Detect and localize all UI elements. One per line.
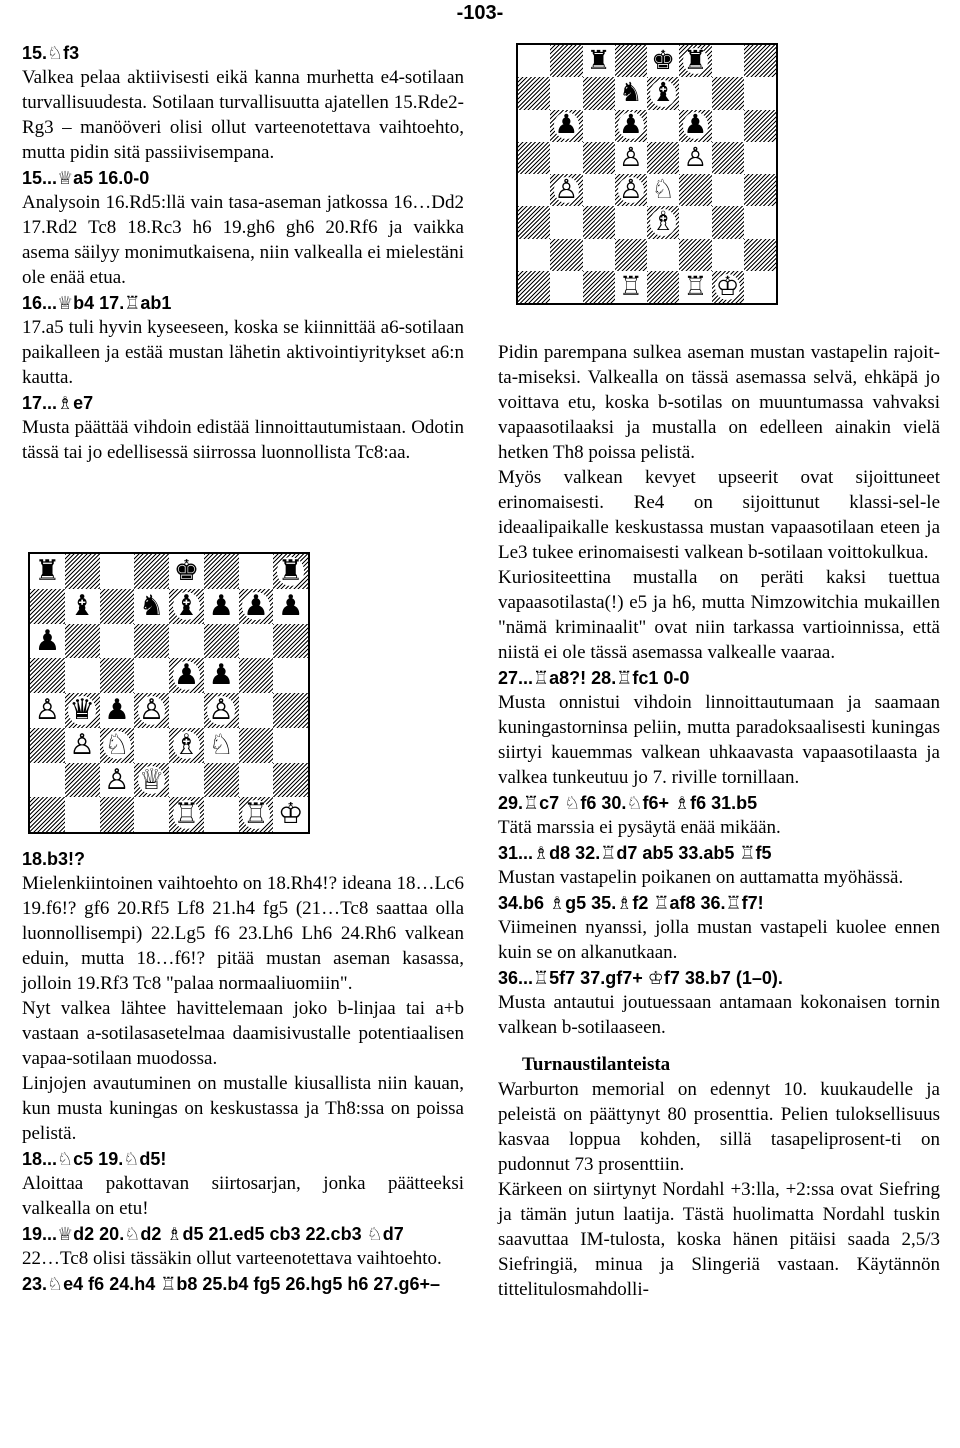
board-square [273, 763, 308, 798]
black-queen-icon: ♛ [69, 693, 95, 727]
board-square [204, 624, 239, 659]
board-square [65, 658, 100, 693]
paragraph: Tätä marssia ei pysäytä enää mikään. [498, 817, 781, 838]
move-line: 17...♗e7 [22, 393, 94, 413]
board-square [169, 554, 204, 589]
black-king-icon: ♚ [173, 554, 200, 588]
board-square [239, 589, 274, 624]
white-pawn-icon: ♙ [208, 693, 234, 727]
left-column-upper [22, 40, 464, 465]
board-square [204, 658, 239, 693]
board-square [647, 206, 679, 238]
board-square [30, 763, 65, 798]
black-pawn-icon: ♟ [277, 588, 304, 622]
white-pawn-icon: ♙ [104, 762, 130, 796]
board-square [615, 77, 647, 109]
board-square [583, 110, 615, 142]
black-knight-icon: ♞ [138, 588, 165, 622]
board-square [583, 206, 615, 238]
move-line: 29.♖c7 ♘f6 30.♘f6+ ♗f6 31.b5 [498, 793, 758, 813]
section-heading: Turnaustilanteista [522, 1054, 671, 1075]
paragraph: Aloittaa pakottavan siirtosarjan, jonka päätteeksi valkealla on etu! [22, 1173, 464, 1219]
board-square [744, 206, 776, 238]
black-bishop-icon: ♝ [173, 588, 200, 622]
board-square [583, 174, 615, 206]
chess-diagram-top [516, 43, 778, 305]
black-rook-icon: ♜ [277, 554, 304, 588]
board-square [65, 589, 100, 624]
board-square [169, 589, 204, 624]
move-line: 31...♗d8 32.♖d7 ab5 33.ab5 ♖f5 [498, 843, 772, 863]
board-square [65, 693, 100, 728]
board-square [204, 797, 239, 832]
white-pawn-icon: ♙ [69, 727, 95, 761]
board-square [583, 45, 615, 77]
paragraph: Musta onnistui vihdoin linnoittautumaan ja saamaan kuningastorninsa peliin, mutta paradoksaalisesti kuningas siirtyi kauemmas valkean uhkaavasta vapaasotilaasta ja valkea tunkeutuu jo 7. riville tornillaan. [498, 692, 940, 788]
paragraph: Mielenkiintoinen vaihtoehto on 18.Rh4!? ideana 18…Lc6 19.f6!? gf6 20.Rf5 Lf8 21.h4 fg5 (21…Tc8 saattaa olla luonnollisempi) 22.Lg5 f6 23.Lh6 Lh6 24.Rh6 valkean eduin, mutta 18…f6!? pitää mustan aseman kasassa, jolloin 19.Rf3 Tc8 "palaa normaaliuomiin". [22, 873, 464, 994]
chess-diagram-left [28, 552, 310, 834]
move-line: 34.b6 ♗g5 35.♗f2 ♖af8 36.♖f7! [498, 893, 764, 913]
black-pawn-icon: ♟ [34, 623, 61, 657]
board-square [712, 142, 744, 174]
board-square [239, 797, 274, 832]
board-square [169, 763, 204, 798]
move-line: 27...♖a8?! 28.♖fc1 0-0 [498, 668, 690, 688]
board-square [30, 728, 65, 763]
paragraph: Mustan vastapelin poikanen on auttamatta myöhässä. [498, 867, 904, 888]
board-square [239, 658, 274, 693]
white-pawn-icon: ♙ [619, 174, 643, 205]
board-square [679, 271, 711, 303]
board-square [712, 206, 744, 238]
white-bishop-icon: ♗ [173, 727, 200, 761]
board-square [518, 174, 550, 206]
board-square [679, 142, 711, 174]
board-square [273, 797, 308, 832]
board-square [744, 174, 776, 206]
board-square [65, 763, 100, 798]
board-square [550, 271, 582, 303]
white-rook-icon: ♖ [173, 797, 200, 831]
paragraph: Kuriositeettina mustalla on peräti kaksi tuettua vapaasotilasta(!) e5 ja h6, mutta Nimzowitchia mukaillen "nämä kriminaalit" ovat niin tarkassa vartioinnissa, että niistä ei ole tässä asemassa valkealle vaaraa. [498, 567, 940, 663]
board-square [30, 554, 65, 589]
board-square [647, 142, 679, 174]
board-square [134, 728, 169, 763]
black-rook-icon: ♜ [683, 45, 708, 76]
board-square [273, 589, 308, 624]
white-bishop-icon: ♗ [651, 206, 675, 238]
board-square [583, 142, 615, 174]
white-rook-icon: ♖ [619, 270, 643, 302]
board-square [30, 693, 65, 728]
black-pawn-icon: ♟ [208, 588, 234, 622]
white-knight-icon: ♘ [104, 727, 130, 761]
board-square [30, 797, 65, 832]
board-square [615, 271, 647, 303]
right-column [498, 340, 940, 1302]
board-square [615, 174, 647, 206]
board-square [134, 589, 169, 624]
board-square [744, 271, 776, 303]
board-square [518, 110, 550, 142]
board-square [204, 589, 239, 624]
paragraph: Pidin parempana sulkea aseman mustan vastapelin rajoit-ta-miseksi. Valkealla on tässä asemassa selvä, ehkäpä jo voittava etu, koska b-sotilas on muuntumassa vahvaksi vapaasotilaaksi ja mustalla on edelleen ainakin vielä hetken Th8 poissa pelistä. [498, 342, 940, 463]
board-square [65, 624, 100, 659]
black-pawn-icon: ♟ [243, 588, 269, 622]
board-square [679, 110, 711, 142]
paragraph: Valkea pelaa aktiivisesti eikä kanna murhetta e4-sotilaan turvallisuudesta. Sotilaan turvallisuutta ajatellen 15.Rde2-Rg3 – manööveri olisi ollut varteenotettava vaihtoehto, mutta pidin sitä passiivisempana. [22, 67, 464, 163]
black-bishop-icon: ♝ [651, 77, 675, 109]
board-square [100, 624, 135, 659]
paragraph: Kärkeen on siirtynyt Nordahl +3:lla, +2:ssa ovat Siefring ja tämän jutun laatija. Tästä huolimatta Nordahl tuskin saavuttaa IM-tulosta, koska hänen pitäisi saada 2,5/3 Siefringiä, minua ja Slingeriä vastaan. Käytännön tittelitulosmahdolli- [498, 1179, 940, 1300]
board-square [204, 728, 239, 763]
board-square [273, 658, 308, 693]
board-square [30, 589, 65, 624]
board-square [169, 728, 204, 763]
board-square [615, 206, 647, 238]
move-line: 19...♕d2 20.♘d2 ♗d5 21.ed5 cb3 22.cb3 ♘d7 [22, 1224, 404, 1244]
board-square [550, 239, 582, 271]
board-square [169, 658, 204, 693]
black-pawn-icon: ♟ [104, 693, 130, 727]
board-square [100, 797, 135, 832]
board-square [239, 554, 274, 589]
board-square [583, 239, 615, 271]
black-pawn-icon: ♟ [619, 109, 643, 141]
white-pawn-icon: ♙ [683, 141, 708, 173]
white-pawn-icon: ♙ [619, 141, 643, 173]
board-square [100, 554, 135, 589]
board-square [550, 206, 582, 238]
board-square [273, 554, 308, 589]
board-square [134, 693, 169, 728]
board-square [550, 142, 582, 174]
move-line: 36...♖5f7 37.gf7+ ♔f7 38.b7 (1–0). [498, 968, 783, 988]
paragraph: Nyt valkea lähtee havittelemaan joko b-linjaa tai a+b vastaan a-sotilasasetelmaa daamisivustalle potentiaalisen vapaa-sotilaan muodossa. [22, 998, 464, 1069]
board-square [712, 110, 744, 142]
board-square [518, 45, 550, 77]
board-square [239, 693, 274, 728]
board-square [518, 206, 550, 238]
paragraph: 22…Tc8 olisi tässäkin ollut varteenotettava vaihtoehto. [22, 1248, 442, 1269]
board-square [518, 77, 550, 109]
black-king-icon: ♚ [651, 45, 675, 76]
white-knight-icon: ♘ [208, 727, 234, 761]
move-line: 15...♕a5 16.0-0 [22, 168, 150, 188]
board-square [550, 174, 582, 206]
board-square [744, 142, 776, 174]
board-square [647, 110, 679, 142]
board-square [134, 658, 169, 693]
board-square [169, 624, 204, 659]
paragraph: Myös valkean kevyet upseerit ovat sijoittuneet erinomaisesti. Re4 on sijoittunut klassi-sel-le ideaalipaikalle keskustassa mustan vapaasotilaan eteen ja Le3 tukee erinomaisesti valkean b-sotilaan voittokulkua. [498, 467, 940, 563]
black-pawn-icon: ♟ [173, 658, 200, 692]
black-pawn-icon: ♟ [208, 658, 234, 692]
white-pawn-icon: ♙ [34, 693, 61, 727]
white-knight-icon: ♘ [651, 174, 675, 205]
white-pawn-icon: ♙ [138, 693, 165, 727]
board-square [65, 554, 100, 589]
board-square [744, 239, 776, 271]
white-queen-icon: ♕ [138, 762, 165, 796]
board-square [100, 589, 135, 624]
page-number: -103- [456, 2, 504, 24]
paragraph: Musta päättää vihdoin edistää linnoittautumistaan. Odotin tässä tai jo edellisessä siirrossa luonnollista Tc8:aa. [22, 417, 464, 463]
white-king-icon: ♔ [715, 270, 740, 302]
move-line: 18.b3!? [22, 849, 86, 869]
board-square [647, 77, 679, 109]
white-rook-icon: ♖ [683, 270, 708, 302]
board-square [169, 693, 204, 728]
left-column-lower [22, 846, 464, 1296]
board-square [615, 45, 647, 77]
board-square [679, 206, 711, 238]
board-square [134, 763, 169, 798]
board-square [615, 110, 647, 142]
board-square [239, 728, 274, 763]
paragraph: Warburton memorial on edennyt 10. kuukaudelle ja peleistä on päättynyt 80 prosenttia. Pelien tuloksellisuus kasvaa loppua kohden, sillä tasapeliprosent-ti on pudonnut 73 prosenttiin. [498, 1079, 940, 1175]
white-king-icon: ♔ [277, 797, 304, 831]
black-bishop-icon: ♝ [69, 588, 95, 622]
board-square [550, 45, 582, 77]
board-square [273, 624, 308, 659]
move-line: 15.♘f3 [22, 43, 80, 63]
board-square [647, 174, 679, 206]
black-knight-icon: ♞ [619, 77, 643, 109]
board-square [239, 624, 274, 659]
board-square [712, 174, 744, 206]
paragraph: Linjojen avautuminen on mustalle kiusallista niin kauan, kun musta kuningas on keskustassa ja Th8:ssa on poissa pelistä. [22, 1073, 464, 1144]
board-square [647, 45, 679, 77]
board-square [100, 763, 135, 798]
board-square [615, 239, 647, 271]
board-square [204, 763, 239, 798]
black-pawn-icon: ♟ [683, 109, 708, 141]
black-rook-icon: ♜ [34, 554, 61, 588]
black-pawn-icon: ♟ [554, 109, 579, 141]
board-square [65, 797, 100, 832]
board-square [712, 45, 744, 77]
move-line: 16...♕b4 17.♖ab1 [22, 293, 172, 313]
board-square [550, 77, 582, 109]
board-square [100, 658, 135, 693]
paragraph: Analysoin 16.Rd5:llä vain tasa-aseman jatkossa 16…Dd2 17.Rd2 Tc8 18.Rc3 h6 19.gh6 gh6 20.Rf6 ja vaikka asema säilyy monimutkaisena, niin valkealla ei mielestäni ole enää etua. [22, 192, 464, 288]
white-rook-icon: ♖ [243, 797, 269, 831]
board-square [169, 797, 204, 832]
board-square [712, 77, 744, 109]
board-square [647, 239, 679, 271]
board-square [712, 271, 744, 303]
board-square [65, 728, 100, 763]
move-line: 23.♘e4 f6 24.h4 ♖b8 25.b4 fg5 26.hg5 h6 27.g6+– [22, 1274, 440, 1294]
paragraph: 17.a5 tuli hyvin kyseeseen, koska se kiinnittää a6-sotilaan paikalleen ja estää mustan lähetin aktivointiyritykset a6:n kautta. [22, 317, 464, 388]
paragraph: Musta antautui joutuessaan antamaan kokonaisen tornin valkean b-sotilaaseen. [498, 992, 940, 1038]
board-square [100, 728, 135, 763]
paragraph: Viimeinen nyanssi, jolla mustan vastapeli kuolee ennen kuin se on alkanutkaan. [498, 917, 940, 963]
board-square [518, 239, 550, 271]
board-square [679, 77, 711, 109]
board-square [204, 554, 239, 589]
board-square [744, 110, 776, 142]
board-square [712, 239, 744, 271]
white-pawn-icon: ♙ [554, 174, 579, 205]
board-square [134, 554, 169, 589]
board-square [518, 271, 550, 303]
board-square [273, 728, 308, 763]
move-line: 18...♘c5 19.♘d5! [22, 1149, 167, 1169]
board-square [647, 271, 679, 303]
black-rook-icon: ♜ [586, 45, 611, 76]
board-square [518, 142, 550, 174]
board-square [679, 45, 711, 77]
board-square [744, 45, 776, 77]
board-square [273, 693, 308, 728]
board-square [679, 239, 711, 271]
board-square [550, 110, 582, 142]
board-square [30, 658, 65, 693]
board-square [30, 624, 65, 659]
board-square [239, 763, 274, 798]
board-square [744, 77, 776, 109]
board-square [134, 797, 169, 832]
board-square [204, 693, 239, 728]
board-square [583, 271, 615, 303]
board-square [134, 624, 169, 659]
board-square [583, 77, 615, 109]
board-square [100, 693, 135, 728]
board-square [615, 142, 647, 174]
board-square [679, 174, 711, 206]
